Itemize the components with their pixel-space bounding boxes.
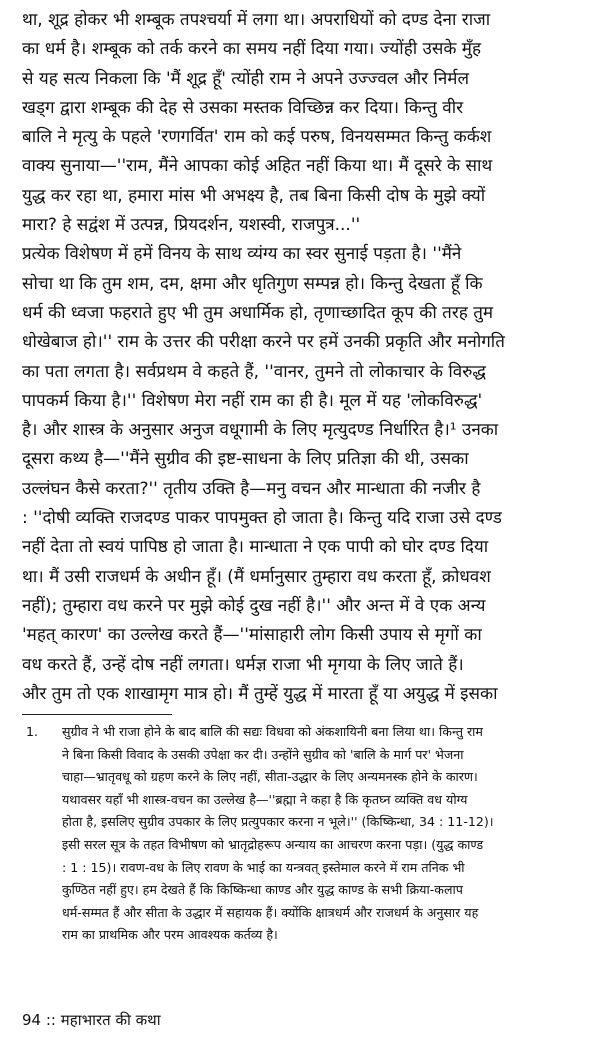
text-line: 'महत् कारण' का उल्लेख करते हैं—''मांसाहारी लोग किसी उपाय से मृगों का: [22, 625, 482, 646]
footnote-line: धर्म-सम्मत हैं और सीता के उद्धार में सहायक हैं। क्योंकि क्षात्रधर्म और राजधर्म के अनुसार यह: [62, 904, 479, 920]
text-line: वध करते हैं, उन्हें दोष नहीं लगता। धर्मज्ञ राजा भी मृगया के लिए जाते हैं।: [22, 654, 464, 675]
footer-separator: ::: [45, 1011, 56, 1029]
text-line: खड्ग द्वारा शम्बूक की देह से उसका मस्तक विच्छिन्न कर दिया। किन्तु वीर: [22, 97, 464, 118]
footnote: [22, 721, 588, 947]
footnote-line: राम का प्राथमिक और परम आवश्यक कर्तव्य है।: [62, 927, 278, 943]
text-line: नहीं देता तो स्वयं पापिष्ठ हो जाता है। मान्धाता ने एक पापी को घोर दण्ड दिया: [22, 537, 489, 558]
text-line: उल्लंघन कैसे करता?'' तृतीय उक्ति है—मनु वचन और मान्धाता की नजीर है: [22, 478, 481, 499]
text-line: बालि ने मृत्यु के पहले 'रणगर्वित' राम को कई परुष, विनयसम्मत किन्तु कर्कश: [22, 127, 492, 148]
text-line: था, शूद्र होकर भी शम्बूक तपश्चर्या में लगा था। अपराधियों को दण्ड देना राजा: [22, 10, 491, 30]
footnote-text: सुग्रीव ने भी राजा होने के बाद बालि की सद्यः विधवा को अंकशायिनी बना लिया था। किन्तु राम: [62, 724, 483, 739]
text-line: : ''दोषी व्यक्ति राजदण्ड पाकर पापमुक्त हो जाता है। किन्तु यदि राजा उसे दण्ड: [22, 508, 502, 529]
text-line: है। और शास्त्र के अनुसार अनुज वधूगामी के लिए मृत्युदण्ड निर्धारित है।¹ उनका: [22, 420, 499, 441]
footnote-line: [22, 721, 588, 744]
footnote-line: : 1 : 15)। रावण-वध के लिए रावण के भाई का यन्त्रवत् इस्तेमाल करने में राम तनिक भी: [62, 859, 465, 875]
text-line: युद्ध कर रहा था, हमारा मांस भी अभक्ष्य है, तब बिना किसी दोष के मुझे क्यों: [22, 185, 486, 206]
text-line: से यह सत्य निकला कि 'मैं शूद्र हूँ' त्योंही राम ने अपने उज्ज्वल और निर्मल: [22, 68, 469, 89]
footnote-line: इसी सरल सूत्र के तहत विभीषण को भ्रातृद्रोहरूप अन्याय का आचरण करना पड़ा। (युद्ध काण्ड: [62, 836, 484, 852]
text-line: सोचा था कि तुम शम, दम, क्षमा और धृतिगुण सम्पन्न हो। किन्तु देखता हूँ कि: [22, 273, 483, 294]
text-line: प्रत्येक विशेषण में हमें विनय के साथ व्यंग्य का स्वर सुनाई पड़ता है। ''मैंने: [22, 244, 462, 265]
text-line: धोखेबाज हो।'' राम के उत्तर की परीक्षा करने पर हमें उनकी प्रकृति और मनोगति: [22, 332, 505, 353]
text-line: का पता लगता है। सर्वप्रथम वे कहते हैं, ''वानर, तुमने तो लोकाचार के विरुद्ध: [22, 361, 486, 382]
footnote-number: 1.: [26, 724, 39, 739]
text-line: दूसरा कथ्य है—''मैंने सुग्रीव की इष्ट-साधना के लिए प्रतिज्ञा की थी, उसका: [22, 449, 469, 470]
text-line: का धर्म है। शम्बूक को तर्क करने का समय नहीं दिया गया। ज्योंही उसके मुँह: [22, 39, 481, 60]
footnote-line: ने बिना किसी विवाद के उसकी उपेक्षा कर दी। उन्होंने सुग्रीव को 'बालि के मार्ग पर' भेजना: [62, 746, 464, 762]
text-line: धर्म की ध्वजा फहराते हुए भी तुम अधार्मिक हो, तृणाच्छादित कूप की तरह तुम: [22, 302, 494, 323]
text-line: और तुम तो एक शाखामृग मात्र हो। मैं तुम्हें युद्ध में मारता हूँ या अयुद्ध में इसका: [22, 683, 498, 704]
footnote-line: होता है, इसलिए सुग्रीव उपकार के लिए प्रत्युपकार करना न भूले।'' (किष्किन्धा, 34 : 11-12)।: [62, 814, 494, 830]
text-line: मारा? हे सद्वंश में उत्पन्न, प्रियदर्शन, यशस्वी, राजपुत्र...'': [22, 215, 361, 236]
text-line: था। मैं उसी राजधर्म के अधीन हूँ। (मैं धर्मानुसार तुम्हारा वध करता हूँ, क्रोधवश: [22, 566, 491, 587]
page-footer: [22, 1010, 161, 1030]
footnote-line: कुण्ठित नहीं हुए। हम देखते हैं कि किष्किन्धा काण्ड और युद्ध काण्ड के सभी क्रिया-कलाप: [62, 882, 463, 898]
footnote-line: यथावसर यहाँ भी शास्त्र-वचन का उल्लेख है—''ब्रह्मा ने कहा है कि कृतघ्न व्यक्ति वध योग्य: [62, 791, 468, 807]
body-text: [22, 6, 588, 709]
book-page: [22, 0, 588, 1051]
footnote-line: चाहा—भ्रातृवधू को ग्रहण करने के लिए नहीं, सीता-उद्धार के लिए अन्यमनस्क होने के कारण।: [62, 769, 478, 785]
text-line: वाक्य सुनाया—''राम, मैंने आपका कोई अहित नहीं किया था। मैं दूसरे के साथ: [22, 156, 493, 177]
running-title: महाभारत की कथा: [60, 1011, 161, 1029]
text-line: पापकर्म किया है।'' विशेषण मेरा नहीं राम का ही है। मूल में यह 'लोकविरुद्ध': [22, 390, 483, 411]
footnote-divider: [22, 714, 172, 715]
text-line: नहीं); तुम्हारा वध करने पर मुझे कोई दुख नहीं है।'' और अन्त में वे एक अन्य: [22, 595, 486, 616]
page-number: 94: [22, 1011, 42, 1029]
